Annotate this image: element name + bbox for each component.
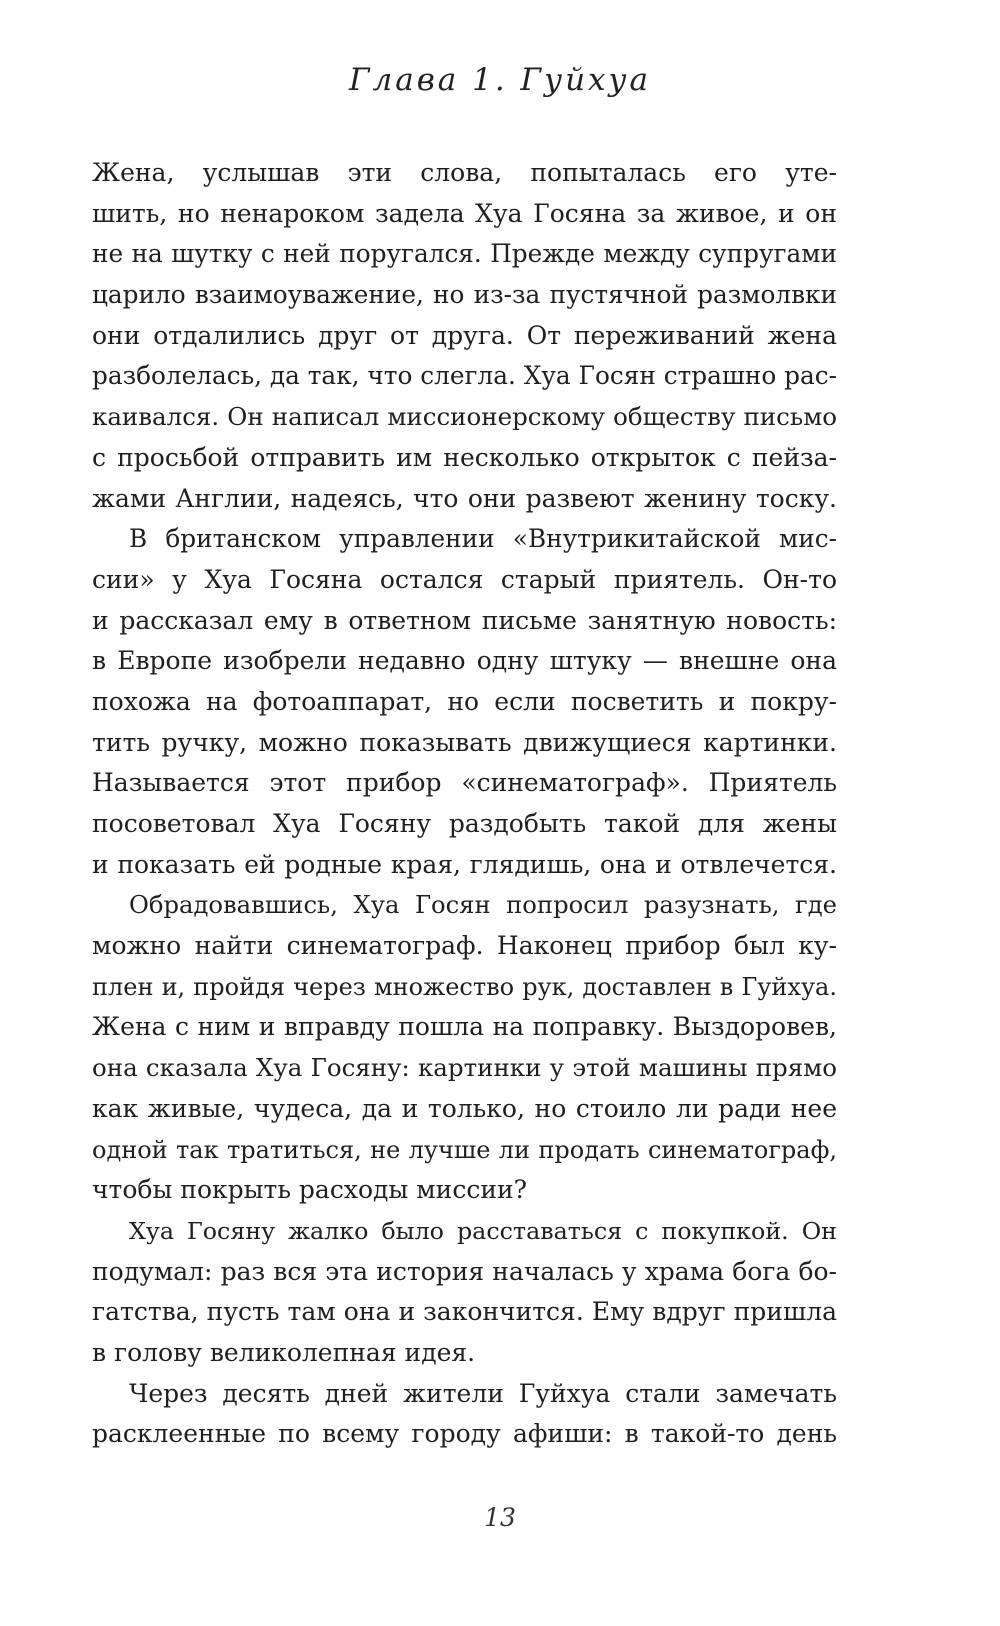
text-line: гатства, пусть там она и закончится. Ему вдруг пришла bbox=[92, 1297, 837, 1327]
text-line: шить, но ненароком задела Хуа Госяна за живое, и он bbox=[92, 198, 837, 228]
text-line: одной так тратиться, не лучше ли продать синематограф, bbox=[92, 1135, 837, 1164]
text-line: можно найти синематограф. Наконец прибор был ку- bbox=[92, 931, 837, 961]
text-line: они отдалились друг от друга. От переживаний жена bbox=[92, 320, 837, 350]
text-line: жами Англии, надеясь, что они развеют женину тоску. bbox=[92, 483, 837, 513]
text-line: каивался. Он написал миссионерскому обществу письмо bbox=[92, 402, 837, 432]
text-line: не на шутку с ней поругался. Прежде между супругами bbox=[92, 239, 837, 269]
text-line: в голову великолепная идея. bbox=[92, 1337, 476, 1367]
text-line: с просьбой отправить им несколько открыток с пейза- bbox=[92, 442, 837, 472]
text-line: расклеенные по всему городу афиши: в такой-то день bbox=[92, 1419, 837, 1449]
text-line: тить ручку, можно показывать движущиеся картинки. bbox=[92, 727, 837, 757]
text-line: подумал: раз вся эта история началась у храма бога бо- bbox=[92, 1256, 837, 1286]
text-line: посоветовал Хуа Госяну раздобыть такой для жены bbox=[92, 809, 837, 838]
text-line: и показать ей родные края, глядишь, она и отвлечется. bbox=[92, 849, 837, 879]
text-line: В британском управлении «Внутрикитайской мис- bbox=[129, 524, 837, 554]
text-line: и рассказал ему в ответном письме занятную новость: bbox=[92, 605, 837, 635]
text-line: плен и, пройдя через множество рук, доставлен в Гуйхуа. bbox=[92, 972, 837, 1001]
running-head-title: Глава 1. Гуйхуа bbox=[349, 62, 651, 98]
text-line: Жена, услышав эти слова, попыталась его уте- bbox=[92, 158, 837, 187]
text-line: Хуа Госяну жалко было расставаться с покупкой. Он bbox=[129, 1216, 837, 1245]
text-line: Через десять дней жители Гуйхуа стали замечать bbox=[129, 1378, 837, 1408]
text-line: в Европе изобрели недавно одну штуку — внешне она bbox=[92, 646, 837, 676]
text-line: как живые, чудеса, да и только, но стоило ли ради нее bbox=[92, 1093, 837, 1123]
body-text bbox=[92, 153, 837, 1455]
text-line: похожа на фотоаппарат, но если посветить и покру- bbox=[92, 686, 837, 716]
text-line: Жена с ним и вправду пошла на поправку. Выздоровев, bbox=[92, 1012, 837, 1042]
text-line: она сказала Хуа Госяну: картинки у этой машины прямо bbox=[92, 1053, 837, 1083]
page-number: 13 bbox=[484, 1503, 516, 1532]
text-line: Называется этот прибор «синематограф». Приятель bbox=[92, 768, 837, 798]
text-line: разболелась, да так, что слегла. Хуа Госян страшно рас- bbox=[92, 361, 837, 391]
text-line: чтобы покрыть расходы миссии? bbox=[92, 1175, 528, 1205]
text-line: сии» у Хуа Госяна остался старый приятель. Он-то bbox=[92, 564, 837, 594]
text-line: царило взаимоуважение, но из-за пустячной размолвки bbox=[92, 280, 837, 310]
text-line: Обрадовавшись, Хуа Госян попросил разузнать, где bbox=[129, 890, 837, 920]
